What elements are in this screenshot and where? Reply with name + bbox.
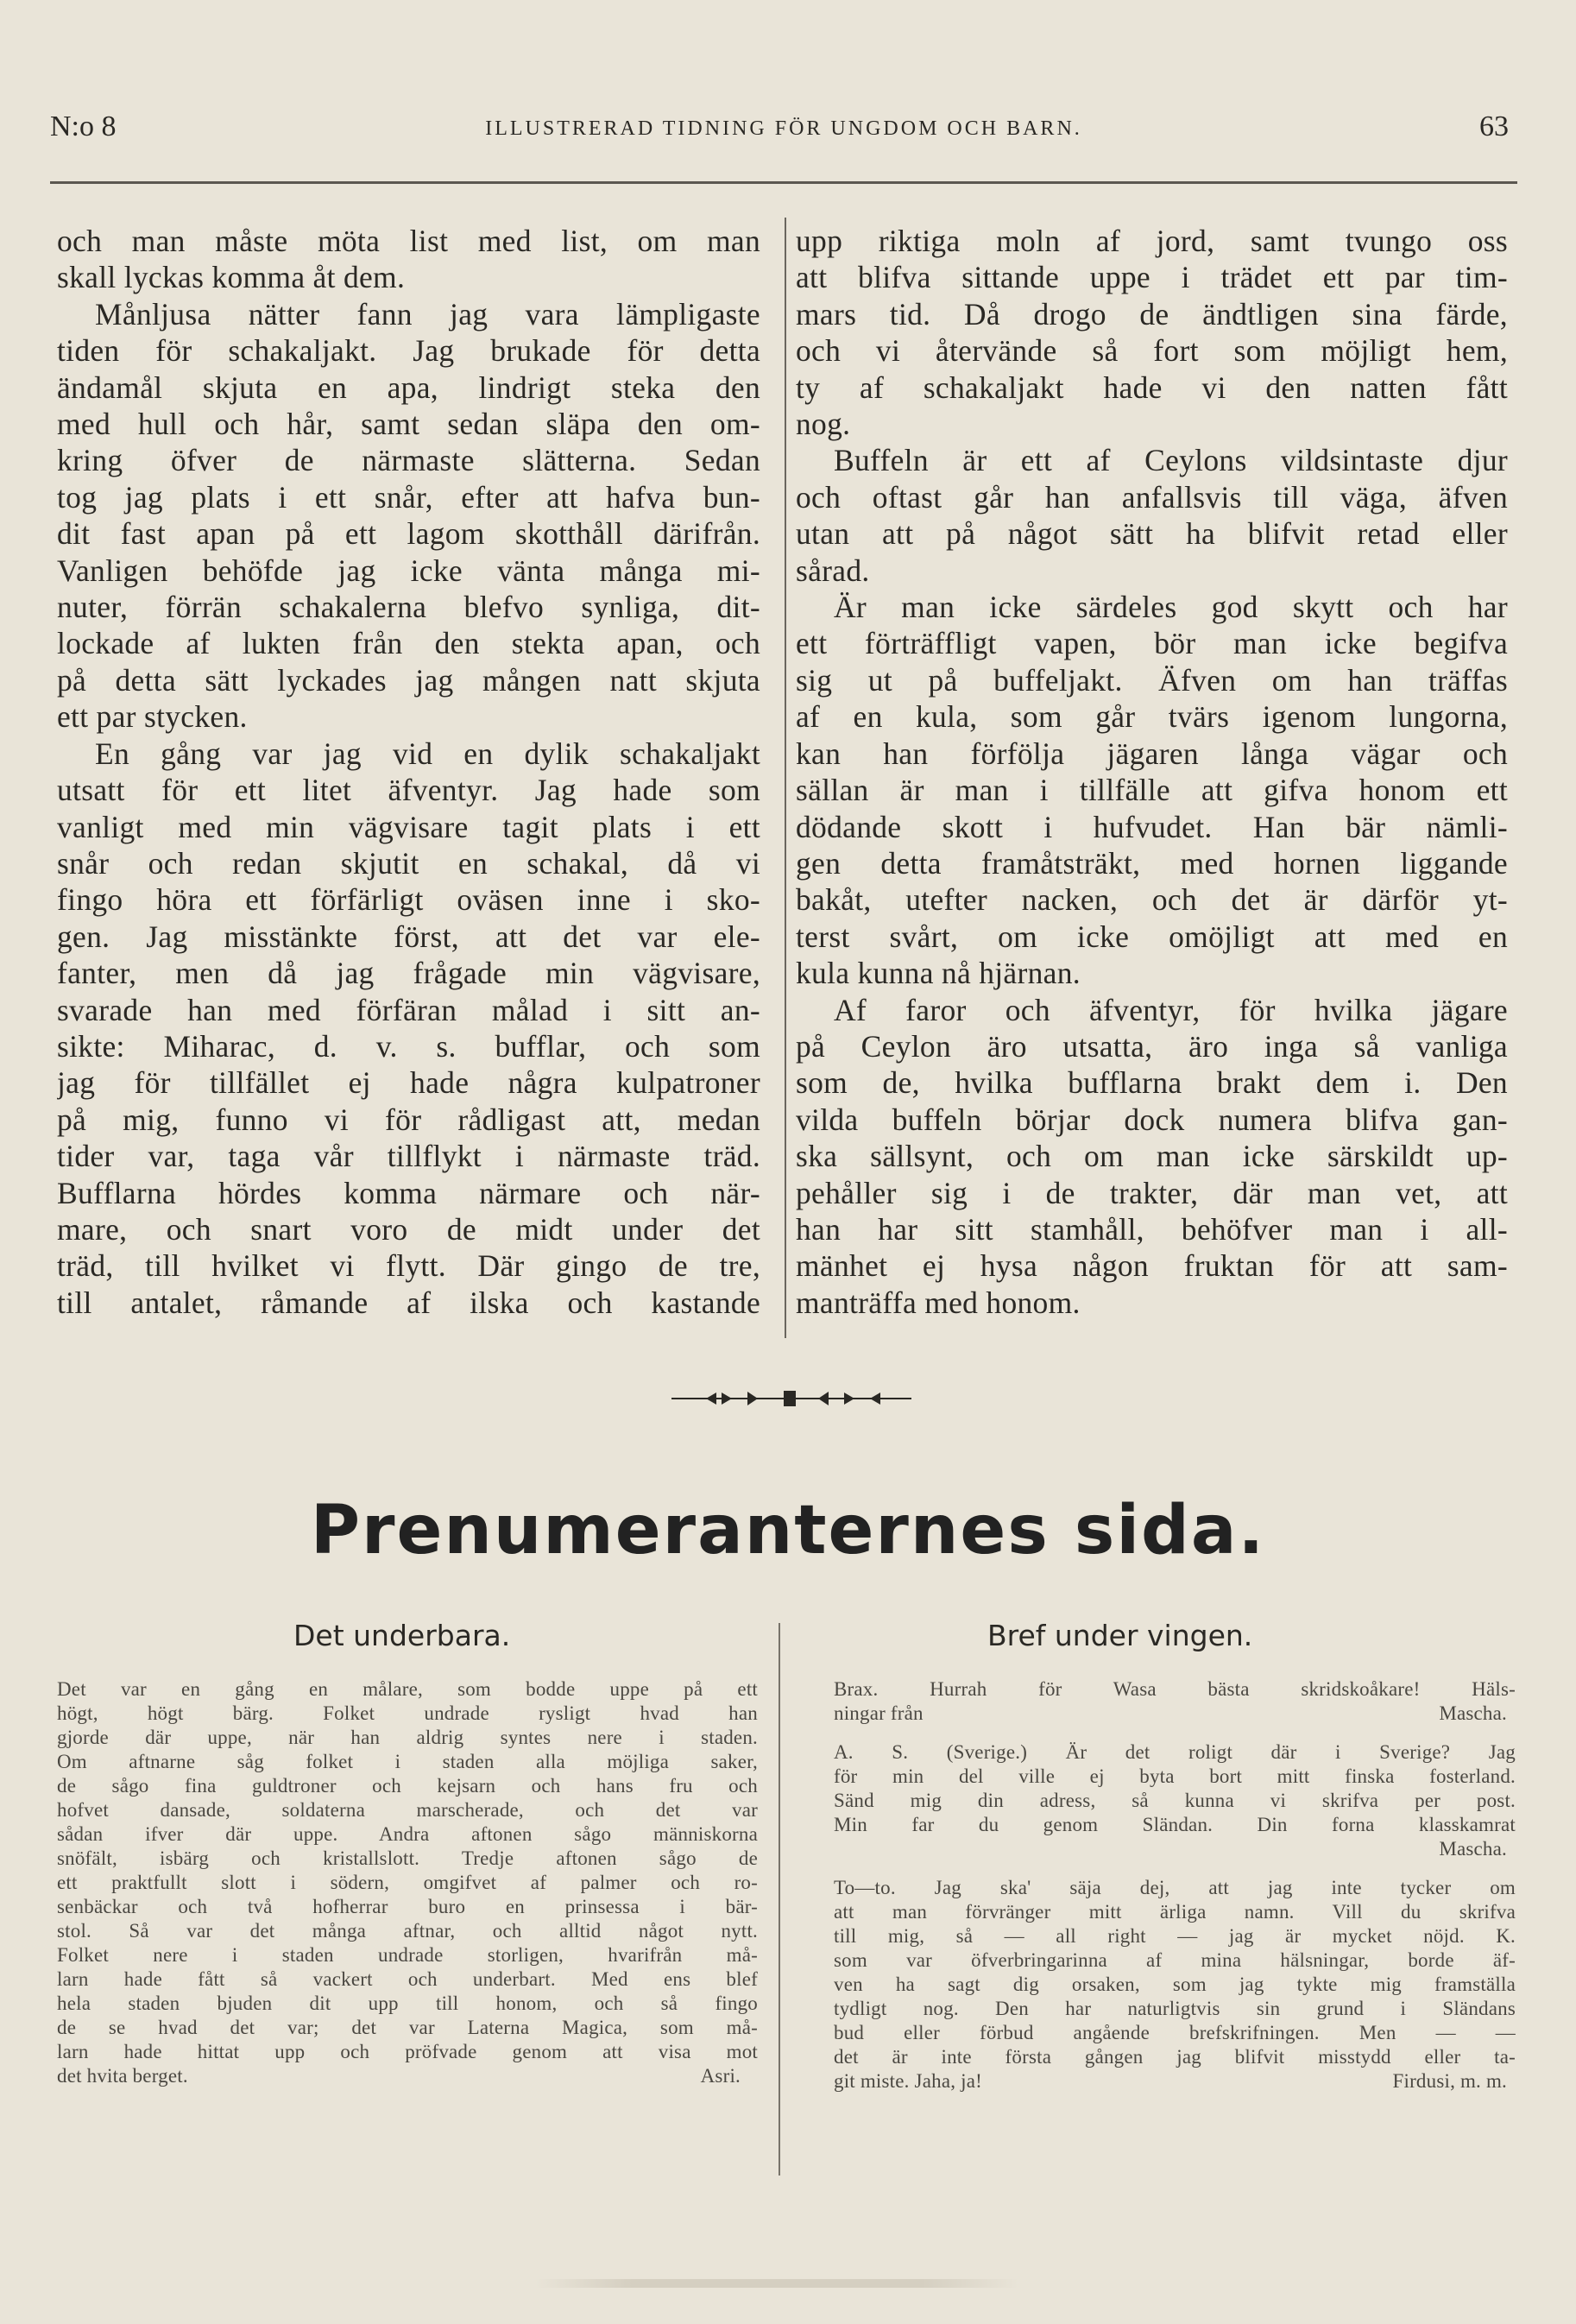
spacer — [834, 1861, 1516, 1876]
text-line: Sänd mig din adress, så kunna vi skrifva per post. — [834, 1790, 1516, 1811]
text-line: manträffa med honom. — [796, 1285, 1081, 1320]
text-line: Vanligen behöfde jag icke vänta många mi- — [57, 553, 760, 588]
letter-signature: Mascha. — [1439, 1838, 1507, 1860]
text-line: A. S. (Sverige.) Är det roligt där i Sverige? Jag — [834, 1741, 1516, 1763]
text-line: Brax. Hurrah för Wasa bästa skridskoåkare! Häls- — [834, 1678, 1516, 1700]
text-line: sådan ifver där uppe. Andra aftonen sågo människorna — [57, 1823, 758, 1845]
text-line: snöfält, isbärg och kristallslott. Tredje aftonen sågo de — [57, 1847, 758, 1869]
issue-number: N:o 8 — [50, 111, 117, 142]
text-line — [834, 1702, 1516, 1726]
text-line: hela staden bjuden dit upp till honom, och så fingo — [57, 1992, 758, 2014]
text-line: skall lyckas komma åt dem. — [57, 260, 406, 295]
text-line: han har sitt stamhåll, behöfver man i all- — [796, 1211, 1508, 1247]
text-line: tider var, taga vår tillflykt i närmaste träd. — [57, 1139, 760, 1174]
header-rule — [50, 181, 1517, 184]
text-line-content: det hvita berget. — [57, 2065, 188, 2087]
text-line: fanter, men då jag frågade min vägvisare, — [57, 956, 760, 991]
text-line: Om aftnarne såg folket i staden alla möjliga saker, — [57, 1751, 758, 1772]
text-line: dit fast apan på ett lagom skotthåll därifrån. — [57, 516, 760, 552]
text-line: Det var en gång en målare, som bodde uppe på ett — [57, 1678, 758, 1700]
text-line: tydligt nog. Den har naturligtvis sin grund i Sländans — [834, 1998, 1516, 2019]
text-line: Folket nere i staden undrade storligen, hvarifrån må- — [57, 1944, 758, 1966]
text-line: på Ceylon äro utsatta, äro inga så vanliga — [796, 1028, 1508, 1064]
text-line: bud eller förbud angående brefskrifningen. Men — — — [834, 2022, 1516, 2043]
text-line: lockade af lukten från den stekta apan, och — [57, 626, 760, 661]
column-divider — [779, 1623, 780, 2176]
text-line: To—to. Jag ska' säja dej, att jag inte tycker om — [834, 1877, 1516, 1898]
text-line: Af faror och äfventyr, för hvilka jägare — [834, 992, 1508, 1027]
column-divider — [785, 218, 786, 1338]
section-ornament — [671, 1381, 911, 1416]
text-line: ett förträffligt vapen, bör man icke begifva — [796, 626, 1508, 661]
story-signature: Asri. — [700, 2065, 741, 2087]
text-line: pehåller sig i de trakter, där man vet, att — [796, 1175, 1508, 1210]
text-line: Bufflarna hördes komma närmare och när- — [57, 1175, 760, 1210]
text-line: högt, högt bärg. Folket undrade rysligt hvad han — [57, 1702, 758, 1724]
text-line: sikte: Miharac, d. v. s. bufflar, och som — [57, 1028, 760, 1064]
text-line: för min del ville ej byta bort mitt finska fosterland. — [834, 1765, 1516, 1787]
text-line: som var öfverbringarinna af mina hälsningar, borde äf- — [834, 1949, 1516, 1971]
text-line — [57, 2064, 758, 2088]
letter-signature: Firdusi, m. m. — [1392, 2070, 1507, 2092]
article-left-column — [57, 223, 760, 1321]
text-line: terst svårt, om icke omöjligt att med en — [796, 919, 1508, 954]
text-line: Min far du genom Sländan. Din forna klasskamrat — [834, 1814, 1516, 1835]
page-header — [50, 111, 1517, 152]
text-line: de sågo fina guldtroner och kejsarn och hans fru och — [57, 1775, 758, 1797]
text-line: gjorde där uppe, när han aldrig syntes nere i staden. — [57, 1727, 758, 1748]
text-line: de se hvad det var; det var Laterna Magica, som må- — [57, 2017, 758, 2038]
article-right-column — [796, 223, 1508, 1321]
text-line: mare, och snart voro de midt under det — [57, 1211, 760, 1247]
text-line: Är man icke särdeles god skytt och har — [834, 590, 1508, 625]
text-line-content: ningar från — [834, 1702, 924, 1724]
text-line: af en kula, som går tvärs igenom lungorna, — [796, 699, 1508, 735]
text-line: kula kunna nå hjärnan. — [796, 956, 1081, 991]
text-line: jag för tillfället ej hade några kulpatroner — [57, 1065, 760, 1101]
text-line: ett par stycken. — [57, 699, 248, 735]
text-line: ska sällsynt, och om man icke särskildt up- — [796, 1139, 1508, 1174]
text-line: larn hade hittat upp och pröfvade genom att visa mot — [57, 2041, 758, 2062]
text-line: till antalet, råmande af ilska och kastande — [57, 1285, 760, 1320]
page-number: 63 — [1479, 111, 1509, 142]
publication-title: ILLUSTRERAD TIDNING FÖR UNGDOM OCH BARN. — [485, 117, 1082, 140]
text-line: kan han förfölja jägaren långa vägar och — [796, 736, 1508, 771]
text-line: på detta sätt lyckades jag mången natt skjuta — [57, 662, 760, 698]
text-line: svarade han med förfäran målad i sitt an- — [57, 992, 760, 1027]
text-line: larn hade fått så vackert och underbart. Med ens blef — [57, 1968, 758, 1990]
text-line: ett praktfullt slott i södern, omgifvet af palmer och ro- — [57, 1872, 758, 1893]
letters-title: Bref under vingen. — [987, 1619, 1253, 1652]
section-title: Prenumeranternes sida. — [310, 1492, 1266, 1569]
text-line: sårad. — [796, 553, 870, 588]
text-line: med hull och hår, samt sedan släpa den om- — [57, 407, 760, 442]
text-line: snår och redan skjutit en schakal, då vi — [57, 845, 760, 881]
text-line: fingo höra ett förfärligt oväsen inne i sko- — [57, 882, 760, 918]
text-line: tog jag plats i ett snår, efter att hafva bun- — [57, 479, 760, 515]
text-line: träd, till hvilket vi flytt. Där gingo de tre, — [57, 1248, 760, 1284]
text-line: kring öfver de närmaste slätterna. Sedan — [57, 443, 760, 478]
text-line: ty af schakaljakt hade vi den natten fått — [796, 369, 1508, 405]
text-line: stol. Så var det många aftnar, och alltid något nytt. — [57, 1920, 758, 1942]
text-line: det är inte första gången jag blifvit misstydd eller ta- — [834, 2046, 1516, 2068]
text-line: nog. — [796, 407, 851, 442]
text-line: dödande skott i hufvudet. Han bär nämli- — [796, 809, 1508, 844]
text-line: och man måste möta list med list, om man — [57, 224, 760, 258]
text-line: Buffeln är ett af Ceylons vildsintaste djur — [834, 443, 1508, 478]
text-line: ändamål skjuta en apa, lindrigt steka den — [57, 369, 760, 405]
text-line: gen detta framåtsträkt, med hornen liggande — [796, 845, 1508, 881]
text-line: och vi återvände så fort som möjligt hem, — [796, 333, 1508, 369]
text-line: utsatt för ett litet äfventyr. Jag hade som — [57, 773, 760, 808]
text-line: och oftast går han anfallsvis till väga, äfven — [796, 479, 1508, 515]
text-line: upp riktiga moln af jord, samt tvungo oss — [796, 224, 1508, 258]
text-line: senbäckar och två hofherrar buro en prinsessa i bär- — [57, 1896, 758, 1917]
text-line: mänhet ej hysa någon fruktan för att sam- — [796, 1248, 1508, 1284]
story-text — [57, 1677, 758, 2088]
text-line: på mig, funno vi för rådligast att, medan — [57, 1102, 760, 1137]
text-line: gen. Jag misstänkte först, att det var ele- — [57, 919, 760, 954]
text-line: En gång var jag vid en dylik schakaljakt — [95, 736, 760, 771]
text-line — [834, 2069, 1516, 2093]
letters-text — [834, 1677, 1516, 2093]
letter-signature: Mascha. — [1439, 1702, 1507, 1724]
text-line: Månljusa nätter fann jag vara lämpligaste — [95, 296, 760, 332]
text-line: till mig, så — all right — jag är mycket nöjd. K. — [834, 1925, 1516, 1947]
bottom-faint-line — [535, 2279, 1018, 2288]
text-line: som de, hvilka bufflarna brakt dem i. Den — [796, 1065, 1508, 1101]
text-line: sig ut på buffeljakt. Äfven om han träffas — [796, 662, 1508, 698]
text-line: vilda buffeln börjar dock numera blifva gan- — [796, 1102, 1508, 1137]
text-line: vanligt med min vägvisare tagit plats i ett — [57, 809, 760, 844]
text-line: att blifva sittande uppe i trädet ett par tim- — [796, 260, 1508, 295]
text-line: hofvet dansade, soldaterna marscherade, och det var — [57, 1799, 758, 1821]
spacer — [834, 1726, 1516, 1740]
text-line: ven ha sagt dig orsaken, som jag tykte mig framställa — [834, 1974, 1516, 1995]
text-line: tiden för schakaljakt. Jag brukade för detta — [57, 333, 760, 369]
text-line: utan att på något sätt ha blifvit retad eller — [796, 516, 1508, 552]
story-title: Det underbara. — [293, 1619, 511, 1652]
text-line-content: git miste. Jaha, ja! — [834, 2070, 982, 2092]
text-line: mars tid. Då drogo de ändtligen sina färde, — [796, 296, 1508, 332]
text-line: nuter, förrän schakalerna blefvo synliga, dit- — [57, 590, 760, 625]
text-line: att man förvränger mitt ärliga namn. Vill du skrifva — [834, 1901, 1516, 1923]
text-line: sällan är man i tillfälle att gifva honom ett — [796, 773, 1508, 808]
text-line: bakåt, utefter nacken, och det är därför yt- — [796, 882, 1508, 918]
